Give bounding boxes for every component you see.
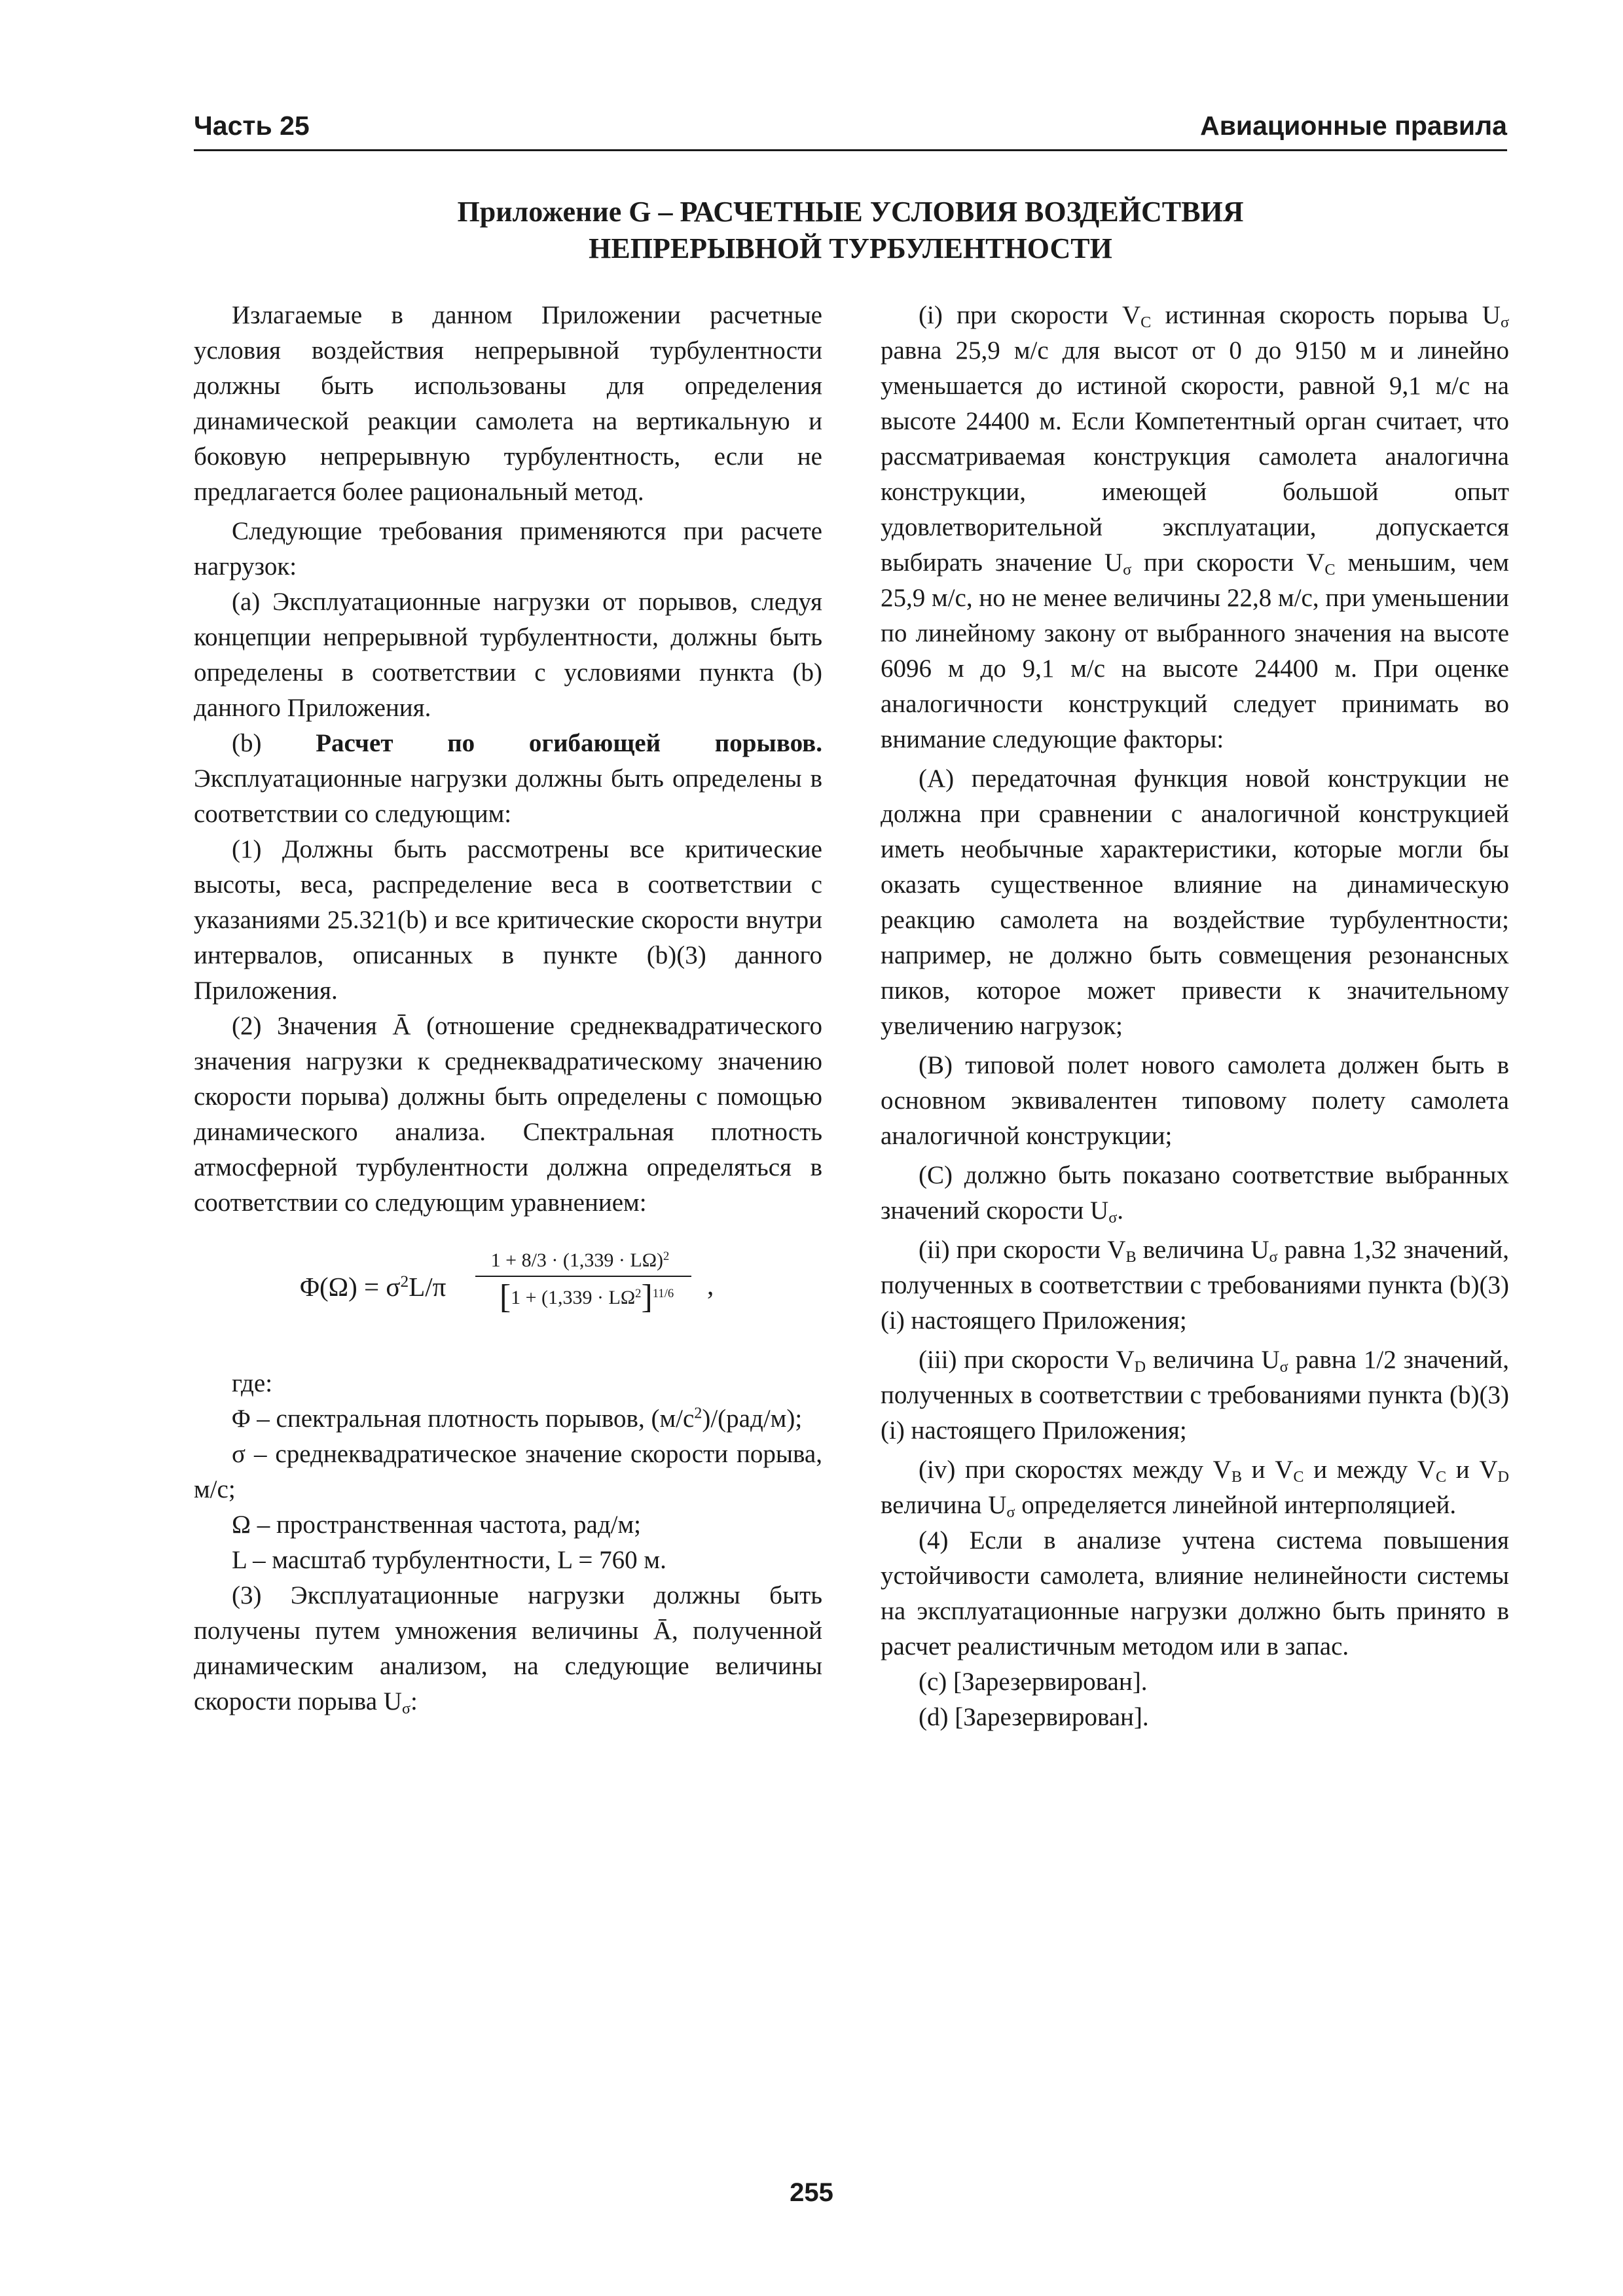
ii-sub2: σ (1269, 1248, 1278, 1266)
definition-phi (194, 1401, 822, 1437)
iii-sub1: D (1134, 1358, 1146, 1376)
appendix-title-line1: Приложение G – РАСЧЕТНЫЕ УСЛОВИЯ ВОЗДЕЙСТВИЯ (457, 196, 1244, 228)
ii-sub1: B (1125, 1248, 1137, 1266)
i-e: меньшим, чем 25,9 м/с, но не менее величины 22,8 м/с, при уменьшении по линейному закону от выбранного значения на высоте 6096 м до 9,1 м/с на высоте 24400 м. При оценке аналогичности конструкций следует принимать во внимание следующие факторы: (881, 548, 1509, 753)
paragraph-b2: (2) Значения Ā (отношение среднеквадратического значения нагрузки к среднеквадратическому значению скорости порыва) должны быть определены с помощью динамического анализа. Спектральная плотность атмосферной турбулентности должна определяться в соответствии со следующим уравнением: (194, 1012, 822, 1217)
iv-c: и между V (1304, 1456, 1436, 1484)
appendix-title-line2: НЕПРЕРЫВНОЙ ТУРБУЛЕНТНОСТИ (589, 232, 1112, 264)
paragraph-b-text: Эксплуатационные нагрузки должны быть определены в соответствии со следующим: (194, 764, 822, 828)
i-sub3: σ (1123, 561, 1132, 579)
paragraph-A: (A) передаточная функция новой конструкции не должна при сравнении с аналогичной конструкцией иметь необычные характеристики, которые могли бы оказать существенное влияние на динамическую реакцию самолета на воздействие турбулентности; например, не должно быть совмещения резонансных пиков, которое может привести к значительному увеличению нагрузок; (881, 764, 1509, 1040)
paragraph-b3-ii (881, 1232, 1509, 1338)
running-header-part: Часть 25 (194, 111, 310, 141)
i-a: (i) при скорости V (919, 301, 1141, 329)
paragraph-B: (B) типовой полет нового самолета должен быть в основном эквивалентен типовому полету самолета аналогичной конструкции; (881, 1051, 1509, 1150)
iv-e: величина U (881, 1491, 1007, 1519)
formula-lhs (300, 1269, 446, 1304)
iv-f: определяется линейной интерполяцией. (1015, 1491, 1457, 1519)
C-a: (C) должно быть показано соответствие выбранных значений скорости U (881, 1161, 1509, 1225)
paragraph-C (881, 1158, 1509, 1229)
right-column (881, 298, 1509, 1735)
paragraph-b3-iii (881, 1342, 1509, 1448)
definition-phi-a: Φ – спектральная плотность порывов, (м/с (232, 1405, 695, 1433)
formula-den-inner-exp: 2 (635, 1286, 642, 1300)
paragraph-b3-iv (881, 1452, 1509, 1523)
iv-sub2: C (1293, 1468, 1304, 1486)
paragraph-b3 (194, 1578, 822, 1719)
paragraph-b3-b: : (410, 1687, 418, 1715)
iv-sub3: C (1435, 1468, 1447, 1486)
formula-fraction-bar (475, 1276, 691, 1277)
formula-numerator (475, 1243, 685, 1278)
C-sub: σ (1108, 1209, 1118, 1227)
iii-sub2: σ (1279, 1358, 1288, 1376)
definition-l: L – масштаб турбулентности, L = 760 м. (232, 1546, 666, 1574)
formula-lhs-a: Φ(Ω) = σ (300, 1272, 401, 1302)
ii-b: величина U (1136, 1236, 1269, 1264)
paragraph-b4: (4) Если в анализе учтена система повышения устойчивости самолета, влияние нелинейности системы на эксплуатационные нагрузки должно быть принято в расчет реалистичным методом или в запас. (881, 1526, 1509, 1660)
ii-a: (ii) при скорости V (919, 1236, 1126, 1264)
formula-bracket-open: [ (499, 1278, 511, 1316)
paragraph-intro: Излагаемые в данном Приложении расчетные условия воздействия непрерывной турбулентности должны быть использованы для определения динамической реакции самолета на вертикальную и боковую непрерывную турбулентность, если не предлагается более рациональный метод. (194, 301, 822, 506)
iv-sub4: D (1497, 1468, 1509, 1486)
i-d: при скорости V (1131, 548, 1325, 577)
paragraph-b3-a: (3) Эксплуатационные нагрузки должны быть получены путем умножения величины Ā, полученной динамическим анализом, на следующие величины скорости порыва U (194, 1581, 822, 1715)
i-sub2: σ (1500, 314, 1509, 332)
formula-den-exp: 11/6 (652, 1286, 674, 1300)
definition-omega: Ω – пространственная частота, рад/м; (232, 1511, 642, 1539)
paragraph-d: (d) [Зарезервирован]. (919, 1703, 1149, 1731)
spectral-density-formula (194, 1236, 822, 1361)
paragraph-where: где: (232, 1369, 273, 1397)
formula-num-a: 1 + 8/3 · (1,339 · LΩ) (490, 1249, 664, 1271)
iv-sub5: σ (1006, 1503, 1015, 1522)
iv-a: (iv) при скоростях между V (919, 1456, 1231, 1484)
i-sub1: C (1140, 314, 1152, 332)
page-number: 255 (790, 2178, 833, 2207)
formula-lhs-b: L/π (409, 1272, 447, 1302)
iii-b: величина U (1146, 1346, 1280, 1374)
iii-a: (iii) при скорости V (919, 1346, 1135, 1374)
paragraph-b-heading: Расчет по огибающей порывов. (316, 729, 822, 757)
paragraph-c: (c) [Зарезервирован]. (919, 1668, 1148, 1696)
iii-c: равна 1/2 значений, полученных в соответствии с требованиями пункта (b)(3)(i) настоящего Приложения; (881, 1346, 1509, 1444)
iv-d: и V (1446, 1456, 1498, 1484)
definition-phi-exp: 2 (694, 1404, 702, 1422)
appendix-title (194, 194, 1507, 267)
header-rule (194, 149, 1507, 151)
definition-sigma: σ – среднеквадратическое значение скорости порыва, м/с; (194, 1440, 822, 1503)
i-sub4: C (1324, 561, 1336, 579)
formula-bracket-close: ] (641, 1278, 653, 1316)
formula-num-exp: 2 (663, 1249, 670, 1263)
formula-denominator (475, 1280, 698, 1316)
paragraph-a: (a) Эксплуатационные нагрузки от порывов, следуя концепции непрерывной турбулентности, должны быть определены в соответствии с условиями пункта (b) данного Приложения. (194, 588, 822, 722)
paragraph-b3-i (881, 298, 1509, 757)
C-b: . (1117, 1196, 1123, 1225)
paragraph-b1: (1) Должны быть рассмотрены все критические высоты, веса, распределение веса в соответствии с указаниями 25.321(b) и все критические скорости внутри интервалов, описанных в пункте (b)(3) данного Приложения. (194, 835, 822, 1005)
left-column (194, 298, 822, 1719)
formula-den-a: 1 + (1,339 · LΩ (511, 1287, 636, 1308)
running-header-title: Авиационные правила (1200, 111, 1507, 141)
iv-b: и V (1241, 1456, 1294, 1484)
definition-phi-b: )/(рад/м); (702, 1405, 803, 1433)
i-c: равна 25,9 м/с для высот от 0 до 9150 м и линейно уменьшается до истиной скорости, равной 9,1 м/с на высоте 24400 м. Если Компетентный орган считает, что рассматриваемая конструкция самолета аналогична конструкции, имеющей большой опыт удовлетворительной эксплуатации, допускается выбирать значение U (881, 336, 1509, 577)
iv-sub1: B (1231, 1468, 1242, 1486)
paragraph-b (194, 726, 822, 832)
paragraph-requirements: Следующие требования применяются при расчете нагрузок: (194, 517, 822, 581)
i-b: истинная скорость порыва U (1151, 301, 1501, 329)
formula-comma: , (707, 1270, 714, 1300)
paragraph-b3-sub: σ (401, 1700, 410, 1718)
paragraph-b-label: (b) (232, 729, 262, 757)
formula-lhs-exp: 2 (400, 1272, 409, 1291)
ii-c: равна 1,32 значений, полученных в соответствии с требованиями пункта (b)(3)(i) настоящего Приложения; (881, 1236, 1509, 1335)
